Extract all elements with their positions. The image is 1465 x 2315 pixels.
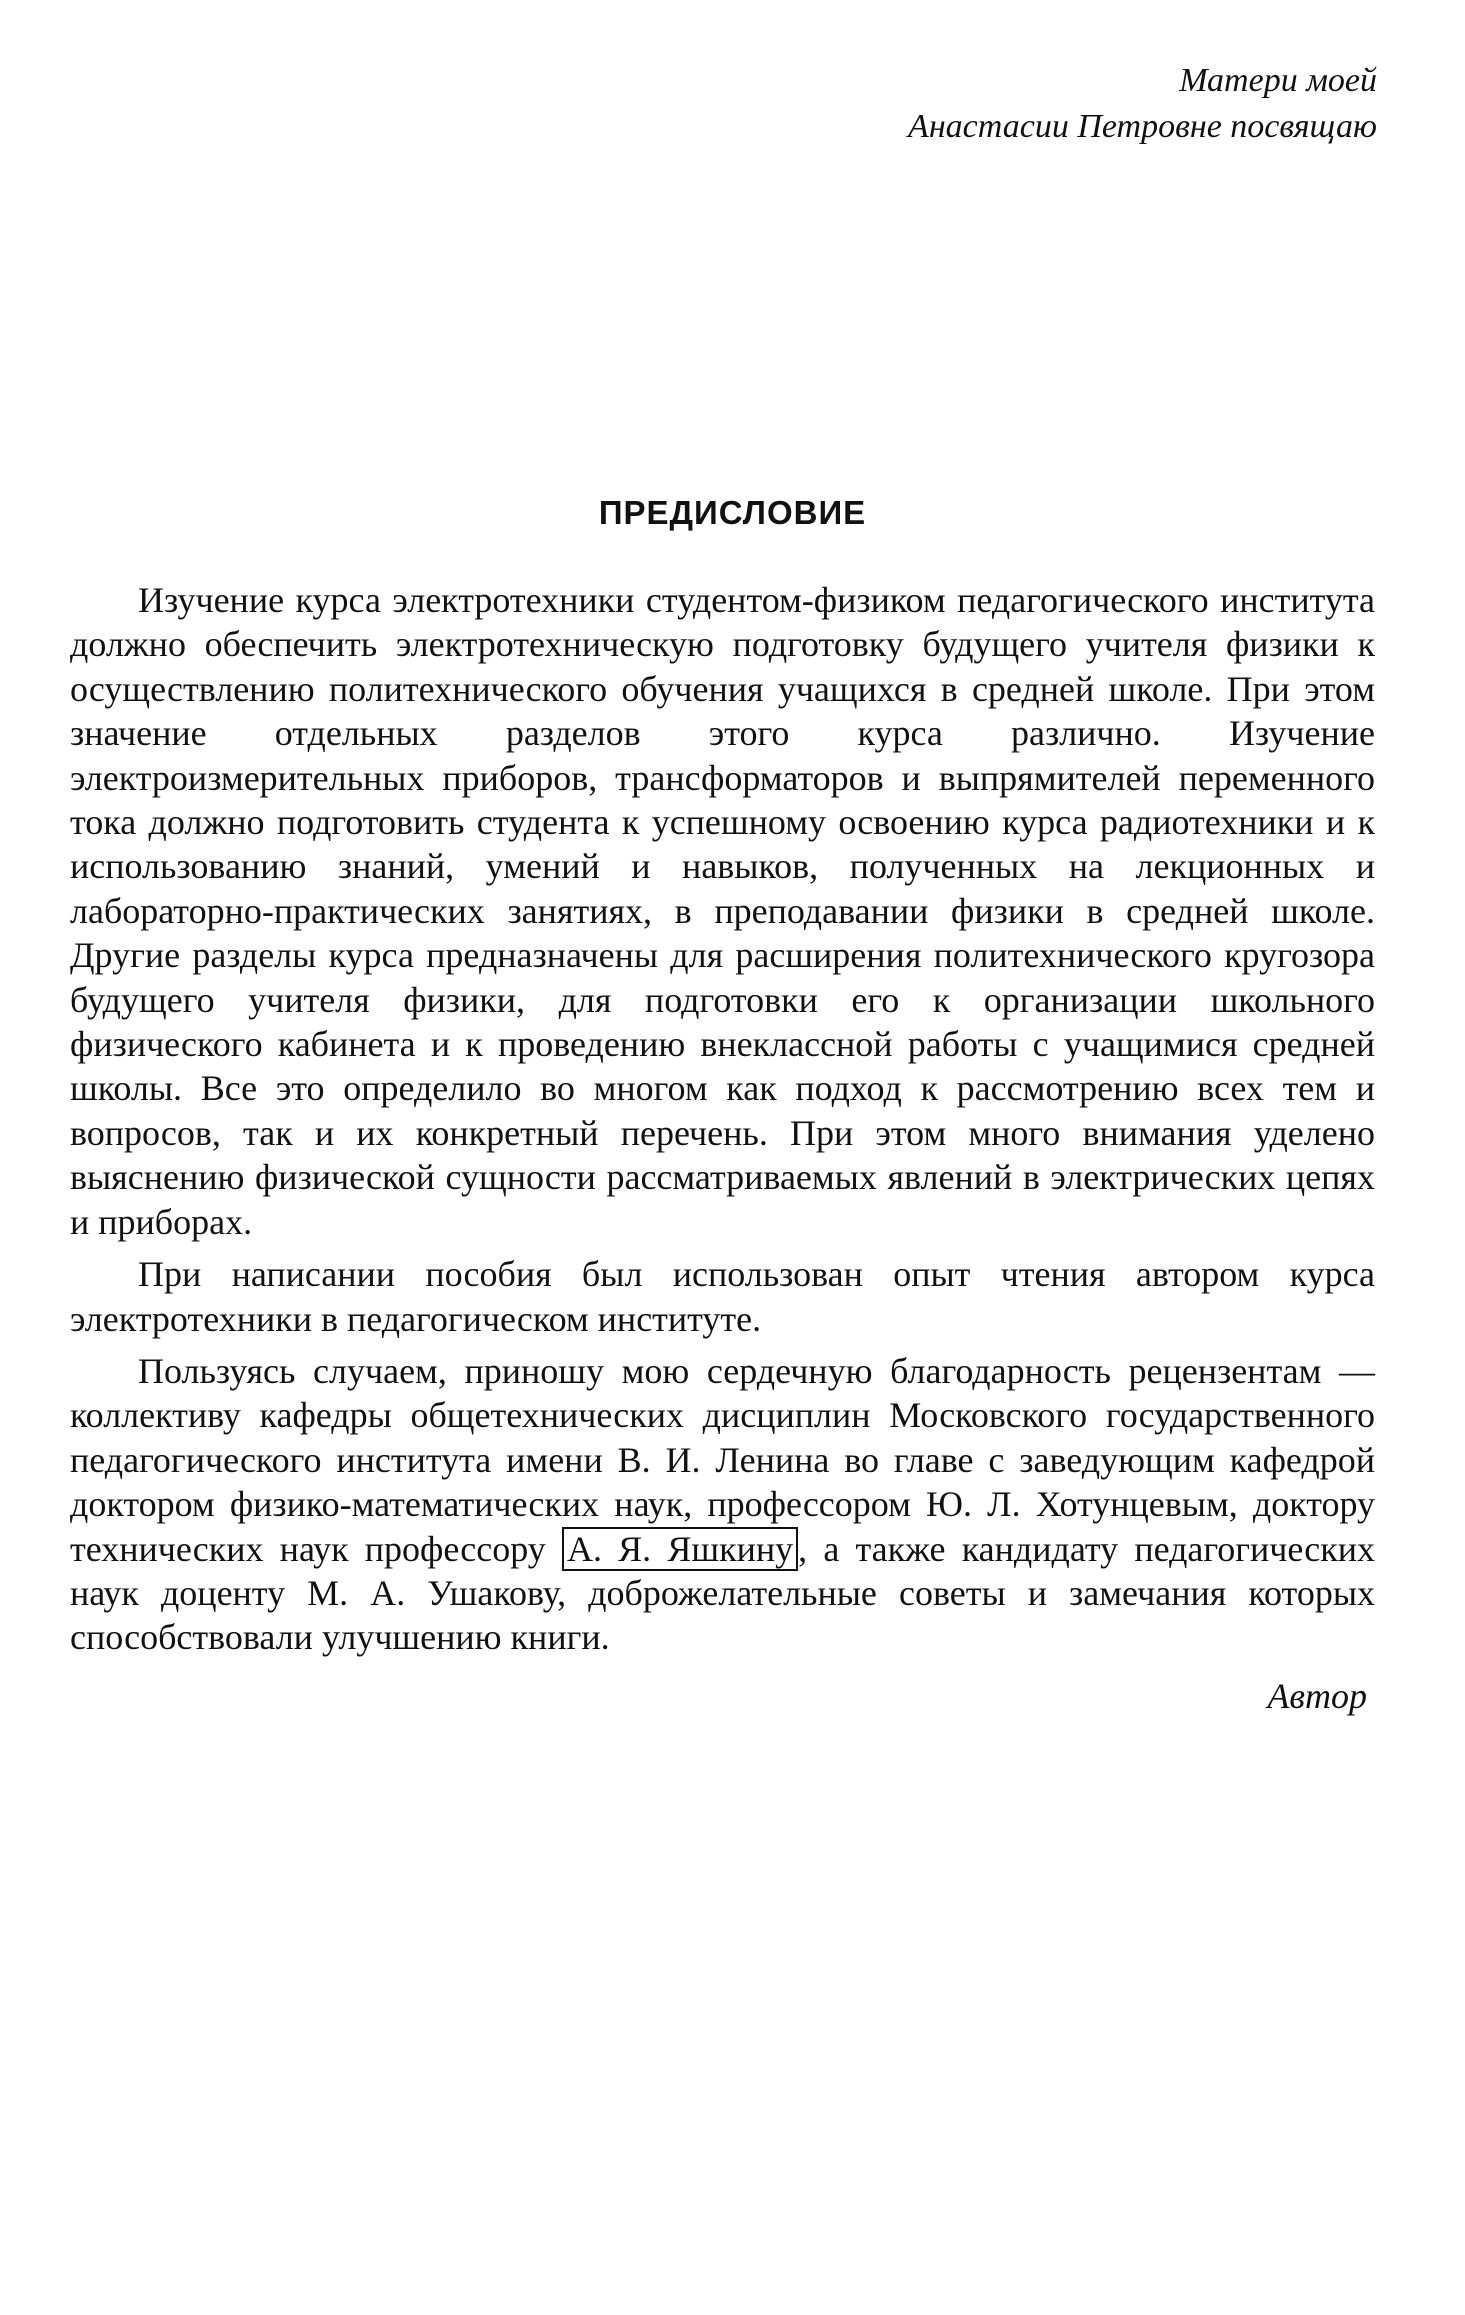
dedication-line-1: Матери моей [1179, 62, 1377, 99]
section-heading: ПРЕДИСЛОВИЕ [598, 494, 867, 531]
paragraph-1: Изучение курса электротехники студентом-физиком педагогического института должно обеспечить электротехническую подготовку будущего учителя физики к осуществлению политехнического обучения учащихся в средней школе. При этом значение отдельных разделов этого курса различно. Изучение электроизмерительных приборов, трансформаторов и выпрямителей переменного тока должно подготовить студента к успешному освоению курса радиотехники и к использованию знаний, умений и навыков, полученных на лекционных и лабораторно-практических занятиях, в преподавании физики в средней школе. Другие разделы курса предназначены для расширения политехнического кругозора будущего учителя физики, для подготовки его к организации школьного физического кабинета и к проведению внеклассной работы с учащимися средней школы. Все это определило во многом как подход к рассмотрению всех тем и вопросов, так и их конкретный перечень. При этом много внимания уделено выяснению физической сущности рассматриваемых явлений в электрических цепях и приборах. [70, 580, 1375, 1242]
paragraph-3-text-start: Пользуясь случаем, приношу мою сердечную благодарность рецензентам — коллективу кафедры общетехнических дисциплин Московского государственного педагогического института имени В. И. Ленина во главе с заведующим кафедрой доктором физико-математических наук, профессором Ю. Л. Хотунцевым, доктору технических наук профессору [70, 1350, 1375, 1569]
paragraph-3-text-end: , а также кандидату педагогических наук доценту М. А. Ушакову, доброжелательные советы и замечания которых способствовали улучшению книги. [70, 1528, 1375, 1658]
dedication-line-2: Анастасии Петровне посвящаю [908, 108, 1377, 145]
dedication [677, 58, 1377, 150]
paragraph-2: При написании пособия был использован опыт чтения автором курса электротехники в педагогическом институте. [70, 1254, 1375, 1339]
preface-body [70, 578, 1375, 1718]
author-signature: Автор [1267, 1675, 1367, 1716]
paragraph-3 [70, 1349, 1375, 1660]
framed-name: А. Я. Яшкину [562, 1527, 798, 1571]
